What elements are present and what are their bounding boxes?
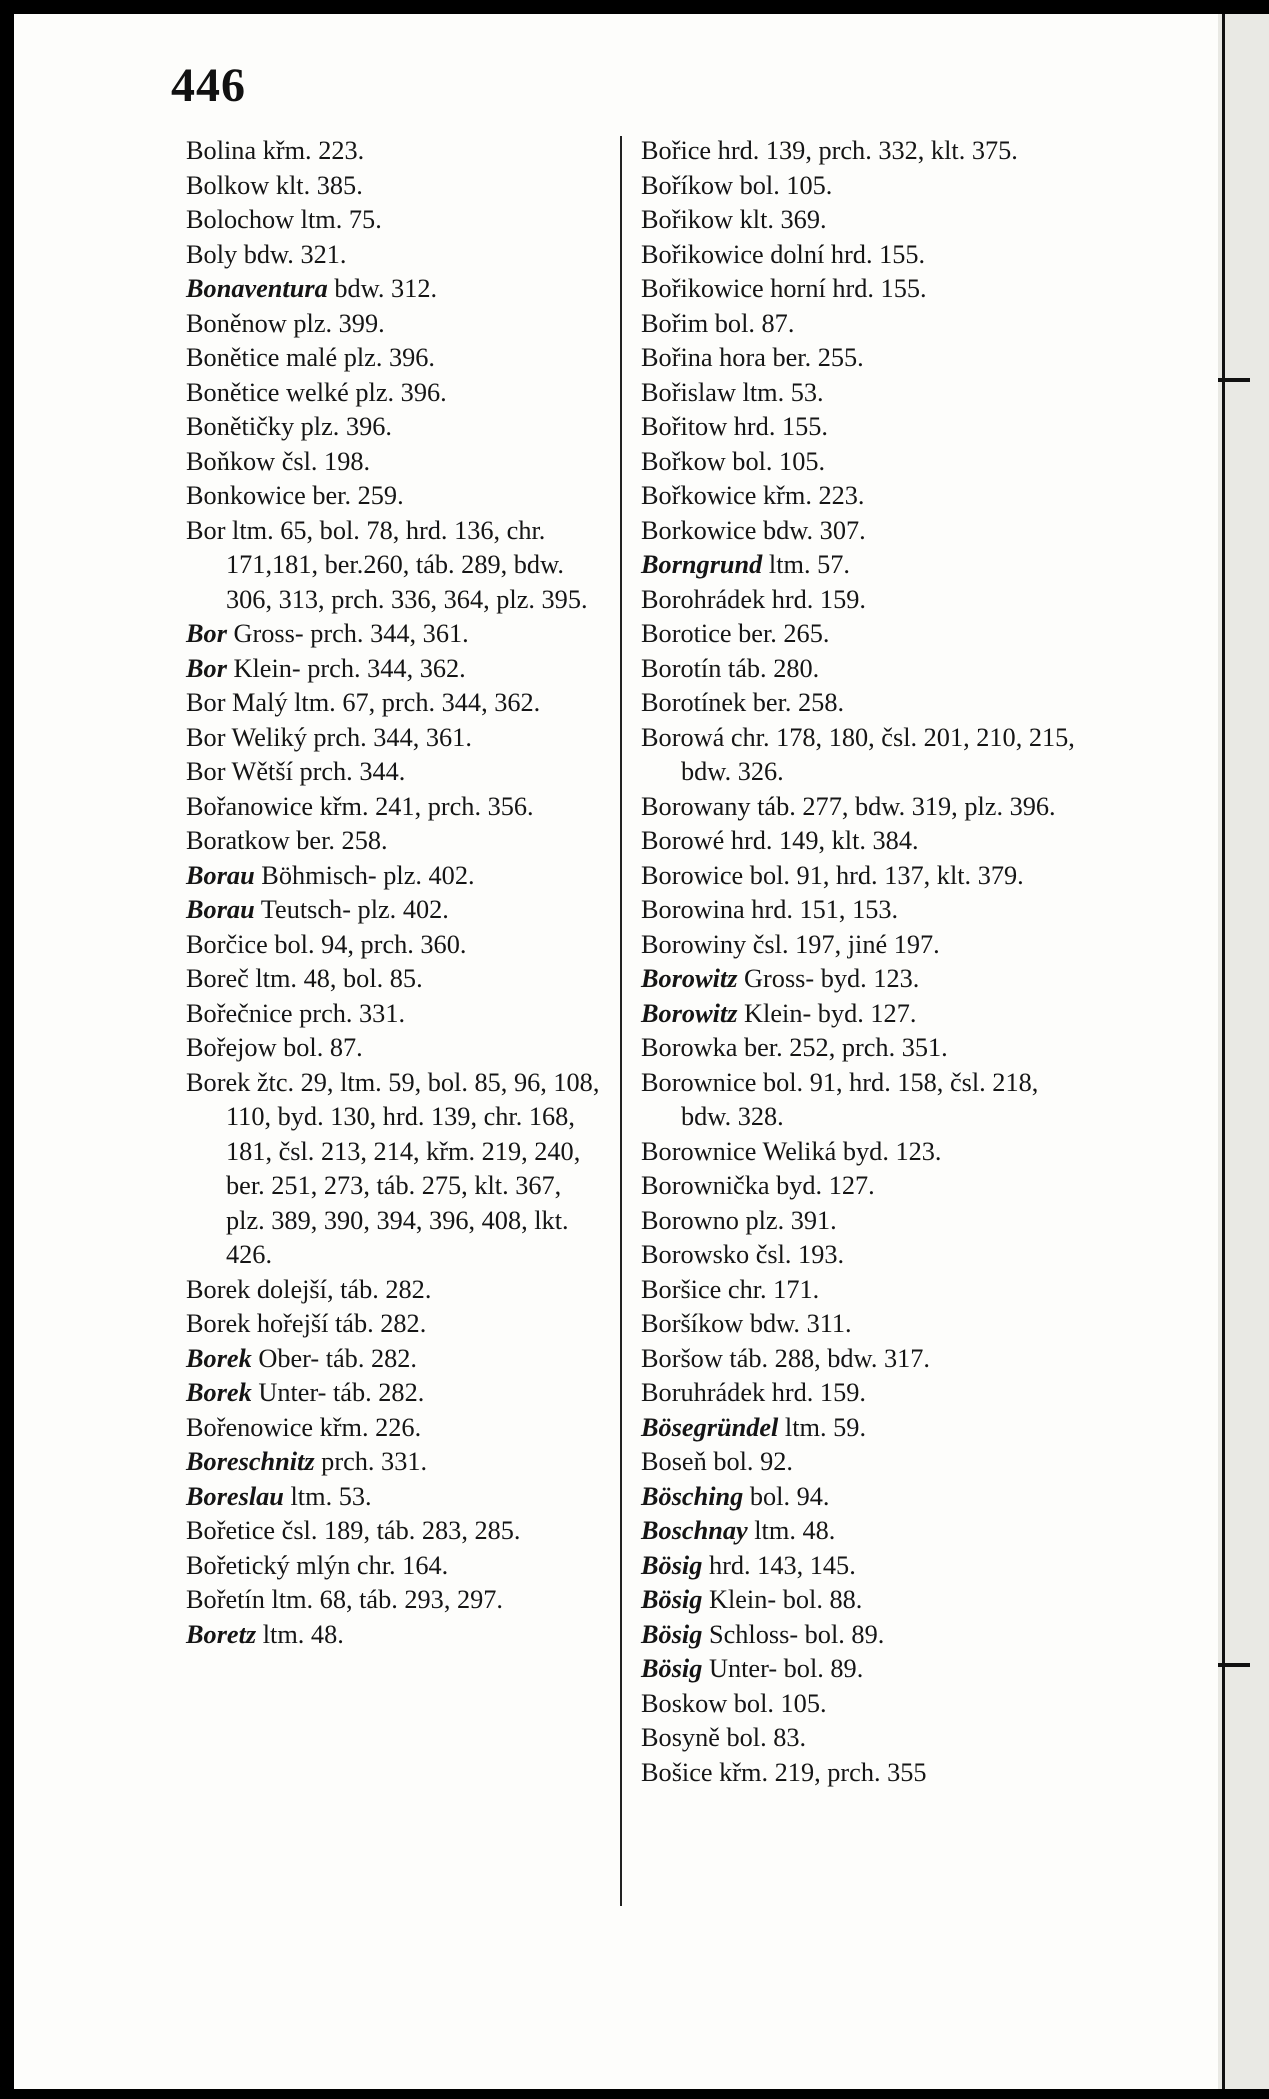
entry-german-name: Boreslau [186,1481,284,1511]
entry-text: Klein- byd. 127. [737,998,917,1028]
entry-text: Bořenowice křm. 226. [186,1412,422,1442]
index-entry [641,203,1081,238]
index-entry [186,272,606,307]
index-entry [186,203,606,238]
entry-text: Boly bdw. 321. [186,239,347,269]
entry-text: Borowsko čsl. 193. [641,1240,845,1269]
entry-text: Klein- bol. 88. [702,1585,863,1614]
index-entry [186,479,606,514]
index-entry [186,962,606,997]
index-entry [186,686,606,721]
index-entry [186,755,606,790]
entry-text: ltm. 53. [283,1481,372,1511]
index-entry [641,859,1081,894]
entry-text: prch. 331. [314,1447,428,1476]
index-entry [186,1273,606,1308]
index-column-left [186,134,606,1652]
entry-text: Boskow bol. 105. [641,1688,827,1718]
index-entry [186,410,606,445]
entry-german-name: Borowitz [641,998,738,1028]
index-entry [641,1411,1081,1446]
entry-german-name: Borowitz [641,964,738,993]
index-entry [641,1376,1081,1411]
entry-text: Bořečnice prch. 331. [186,998,406,1028]
index-entry [641,169,1081,204]
page-edge-rule [1222,14,1225,2089]
entry-text: Boršice chr. 171. [641,1274,820,1304]
index-entry [641,997,1081,1032]
entry-text: Bor Malý ltm. 67, prch. 344, 362. [186,688,541,717]
index-entry [186,1342,606,1377]
entry-text: Bor ltm. 65, bol. 78, hrd. 136, chr. 171,181, ber.260, táb. 289, bdw. 306, 313, prch. 336, 364, plz. 395. [186,515,588,614]
index-entry [186,617,606,652]
index-entry [186,238,606,273]
index-entry [641,1549,1081,1584]
entry-text: Klein- prch. 344, 362. [226,653,466,683]
entry-text: Boseň bol. 92. [641,1447,793,1476]
index-entry [641,445,1081,480]
entry-text: Bořikowice dolní hrd. 155. [641,239,926,269]
entry-text: Boruhrádek hrd. 159. [641,1378,866,1407]
entry-text: Borownice Weliká byd. 123. [641,1136,942,1166]
index-entry [186,824,606,859]
entry-text: Bosyně bol. 83. [641,1723,807,1752]
entry-german-name: Bösig [641,1585,703,1614]
entry-text: Teutsch- plz. 402. [254,895,449,924]
index-entry [186,1514,606,1549]
entry-text: Borek hořejší táb. 282. [186,1309,427,1338]
entry-text: bdw. 312. [327,274,438,303]
entry-text: Borotínek ber. 258. [641,688,845,717]
index-entry [186,445,606,480]
index-entry [186,1549,606,1584]
entry-text: Bořikow klt. 369. [641,205,827,234]
entry-text: Borohrádek hrd. 159. [641,584,866,614]
entry-text: Ober- táb. 282. [251,1343,417,1373]
index-entry [641,652,1081,687]
entry-text: Borowice bol. 91, hrd. 137, klt. 379. [641,860,1024,890]
entry-german-name: Boschnay [641,1516,748,1545]
entry-text: Bolkow klt. 385. [186,170,363,200]
entry-text: Borotín táb. 280. [641,653,820,683]
index-entry [641,1238,1081,1273]
entry-text: ltm. 48. [747,1516,836,1545]
index-entry [641,1135,1081,1170]
entry-german-name: Borek [186,1343,252,1373]
entry-german-name: Boreschnitz [186,1447,315,1476]
entry-text: bol. 94. [743,1481,830,1511]
entry-text: Borowka ber. 252, prch. 351. [641,1033,948,1062]
entry-text: Bor Wětší prch. 344. [186,757,406,786]
entry-text: Boněnow plz. 399. [186,308,385,338]
entry-german-name: Bonaventura [186,274,328,303]
index-entry [641,721,1081,790]
entry-text: ltm. 59. [778,1412,867,1442]
index-entry [186,1618,606,1653]
index-entry [641,1342,1081,1377]
entry-text: Borowina hrd. 151, 153. [641,895,899,924]
entry-text: Bonětičky plz. 396. [186,412,392,441]
entry-text: Borowá chr. 178, 180, čsl. 201, 210, 215, bdw. 326. [641,722,1075,786]
entry-text: Bor Weliký prch. 344, 361. [186,722,472,752]
entry-text: Boršíkow bdw. 311. [641,1309,852,1338]
index-entry [641,1756,1081,1791]
index-entry [641,1307,1081,1342]
index-entry [641,1273,1081,1308]
index-entry [641,1618,1081,1653]
index-entry [641,479,1081,514]
entry-text: Bořetín ltm. 68, táb. 293, 297. [186,1585,504,1614]
index-entry [641,824,1081,859]
entry-text: Bořitow hrd. 155. [641,412,828,441]
index-entry [186,1066,606,1273]
entry-text: Boňkow čsl. 198. [186,446,371,476]
index-entry [641,1066,1081,1135]
index-entry [186,307,606,342]
index-entry [186,514,606,618]
entry-text: Bolina křm. 223. [186,136,365,165]
entry-text: Boreč ltm. 48, bol. 85. [186,964,423,993]
index-entry [186,341,606,376]
index-entry [186,169,606,204]
index-entry [186,1307,606,1342]
entry-text: Borowé hrd. 149, klt. 384. [641,826,919,855]
index-entry [641,1480,1081,1515]
entry-text: Bořikowice horní hrd. 155. [641,274,927,303]
index-entry [641,1204,1081,1239]
index-entry [641,1652,1081,1687]
entry-text: Bořislaw ltm. 53. [641,377,824,407]
entry-text: Boříkow bol. 105. [641,170,833,200]
index-entry [641,1514,1081,1549]
index-entry [186,790,606,825]
entry-text: Boratkow ber. 258. [186,826,388,855]
entry-text: Bolochow ltm. 75. [186,205,382,234]
index-entry [186,652,606,687]
entry-german-name: Bor [186,619,227,648]
entry-text: Gross- byd. 123. [737,964,920,993]
index-entry [641,893,1081,928]
index-entry [641,514,1081,549]
entry-text: Borowany táb. 277, bdw. 319, plz. 396. [641,791,1056,821]
entry-text: Bořim bol. 87. [641,308,795,338]
adjacent-page-edge [1218,14,1269,2089]
index-entry [641,548,1081,583]
index-column-right [641,134,1081,1790]
page-number: 446 [171,59,246,112]
index-entry [186,859,606,894]
entry-text: ltm. 48. [256,1619,344,1649]
entry-text: Borowiny čsl. 197, jiné 197. [641,929,940,959]
index-entry [186,134,606,169]
index-entry [641,1583,1081,1618]
entry-german-name: Bösching [641,1481,744,1511]
entry-text: Bořice hrd. 139, prch. 332, klt. 375. [641,136,1018,165]
entry-text: Bořetický mlýn chr. 164. [186,1550,449,1580]
entry-text: Borownička byd. 127. [641,1171,875,1200]
entry-text: Bořanowice křm. 241, prch. 356. [186,791,534,821]
entry-text: Bošice křm. 219, prch. 355 [641,1757,927,1787]
index-entry [641,307,1081,342]
index-entry [186,893,606,928]
entry-text: Borčice bol. 94, prch. 360. [186,929,467,959]
index-entry [186,721,606,756]
index-entry [641,376,1081,411]
entry-text: Bořejow bol. 87. [186,1033,363,1062]
index-entry [641,686,1081,721]
index-entry [641,1687,1081,1722]
index-entry [186,1376,606,1411]
entry-german-name: Borek [186,1378,252,1407]
index-entry [641,928,1081,963]
index-entry [641,617,1081,652]
entry-german-name: Bösegründel [641,1412,779,1442]
index-entry [186,928,606,963]
index-entry [641,238,1081,273]
entry-text: Schloss- bol. 89. [702,1619,885,1649]
entry-german-name: Borau [186,895,255,924]
edge-tick [1218,1663,1250,1667]
entry-german-name: Boretz [186,1619,257,1649]
column-divider [620,136,622,1906]
entry-german-name: Bösig [641,1550,703,1580]
entry-text: Bořkow bol. 105. [641,446,826,476]
index-entry [641,341,1081,376]
index-entry [641,272,1081,307]
index-entry [641,1445,1081,1480]
entry-text: Boršow táb. 288, bdw. 317. [641,1343,931,1373]
entry-text: Bořina hora ber. 255. [641,343,864,372]
entry-german-name: Bor [186,653,227,683]
index-entry [186,1411,606,1446]
entry-german-name: Borau [186,860,255,890]
entry-text: Borownice bol. 91, hrd. 158, čsl. 218, bdw. 328. [641,1067,1039,1131]
index-entry [186,1445,606,1480]
entry-text: Bonětice malé plz. 396. [186,343,436,372]
entry-german-name: Bösig [641,1619,703,1649]
index-entry [641,1031,1081,1066]
entry-text: hrd. 143, 145. [702,1550,856,1580]
entry-text: Bořkowice křm. 223. [641,481,865,510]
index-entry [186,1031,606,1066]
index-entry [186,997,606,1032]
entry-text: Bonkowice ber. 259. [186,481,404,510]
entry-text: Borkowice bdw. 307. [641,515,866,545]
entry-text: Unter- táb. 282. [251,1378,425,1407]
index-entry [641,134,1081,169]
entry-text: Bonětice welké plz. 396. [186,377,447,407]
index-entry [641,410,1081,445]
index-entry [186,376,606,411]
entry-text: Gross- prch. 344, 361. [226,619,469,648]
index-entry [641,790,1081,825]
entry-text: Borek žtc. 29, ltm. 59, bol. 85, 96, 108, 110, byd. 130, hrd. 139, chr. 168, 181, čsl. 213, 214, křm. 219, 240, ber. 251, 273, táb. 275, klt. 367, plz. 389, 390, 394, 396, 408, lkt. 426. [186,1067,600,1269]
entry-text: ltm. 57. [762,550,850,579]
index-entry [641,1169,1081,1204]
index-entry [641,1721,1081,1756]
entry-german-name: Borngrund [641,550,763,579]
entry-text: Böhmisch- plz. 402. [254,860,475,890]
index-entry [186,1480,606,1515]
index-entry [641,583,1081,618]
book-page [14,14,1218,2089]
entry-german-name: Bösig [641,1654,703,1683]
entry-text: Borek dolejší, táb. 282. [186,1274,432,1304]
entry-text: Unter- bol. 89. [702,1654,864,1683]
entry-text: Borotice ber. 265. [641,619,830,648]
index-entry [186,1583,606,1618]
edge-tick [1218,378,1250,382]
entry-text: Bořetice čsl. 189, táb. 283, 285. [186,1516,521,1545]
entry-text: Borowno plz. 391. [641,1205,837,1235]
index-entry [641,962,1081,997]
